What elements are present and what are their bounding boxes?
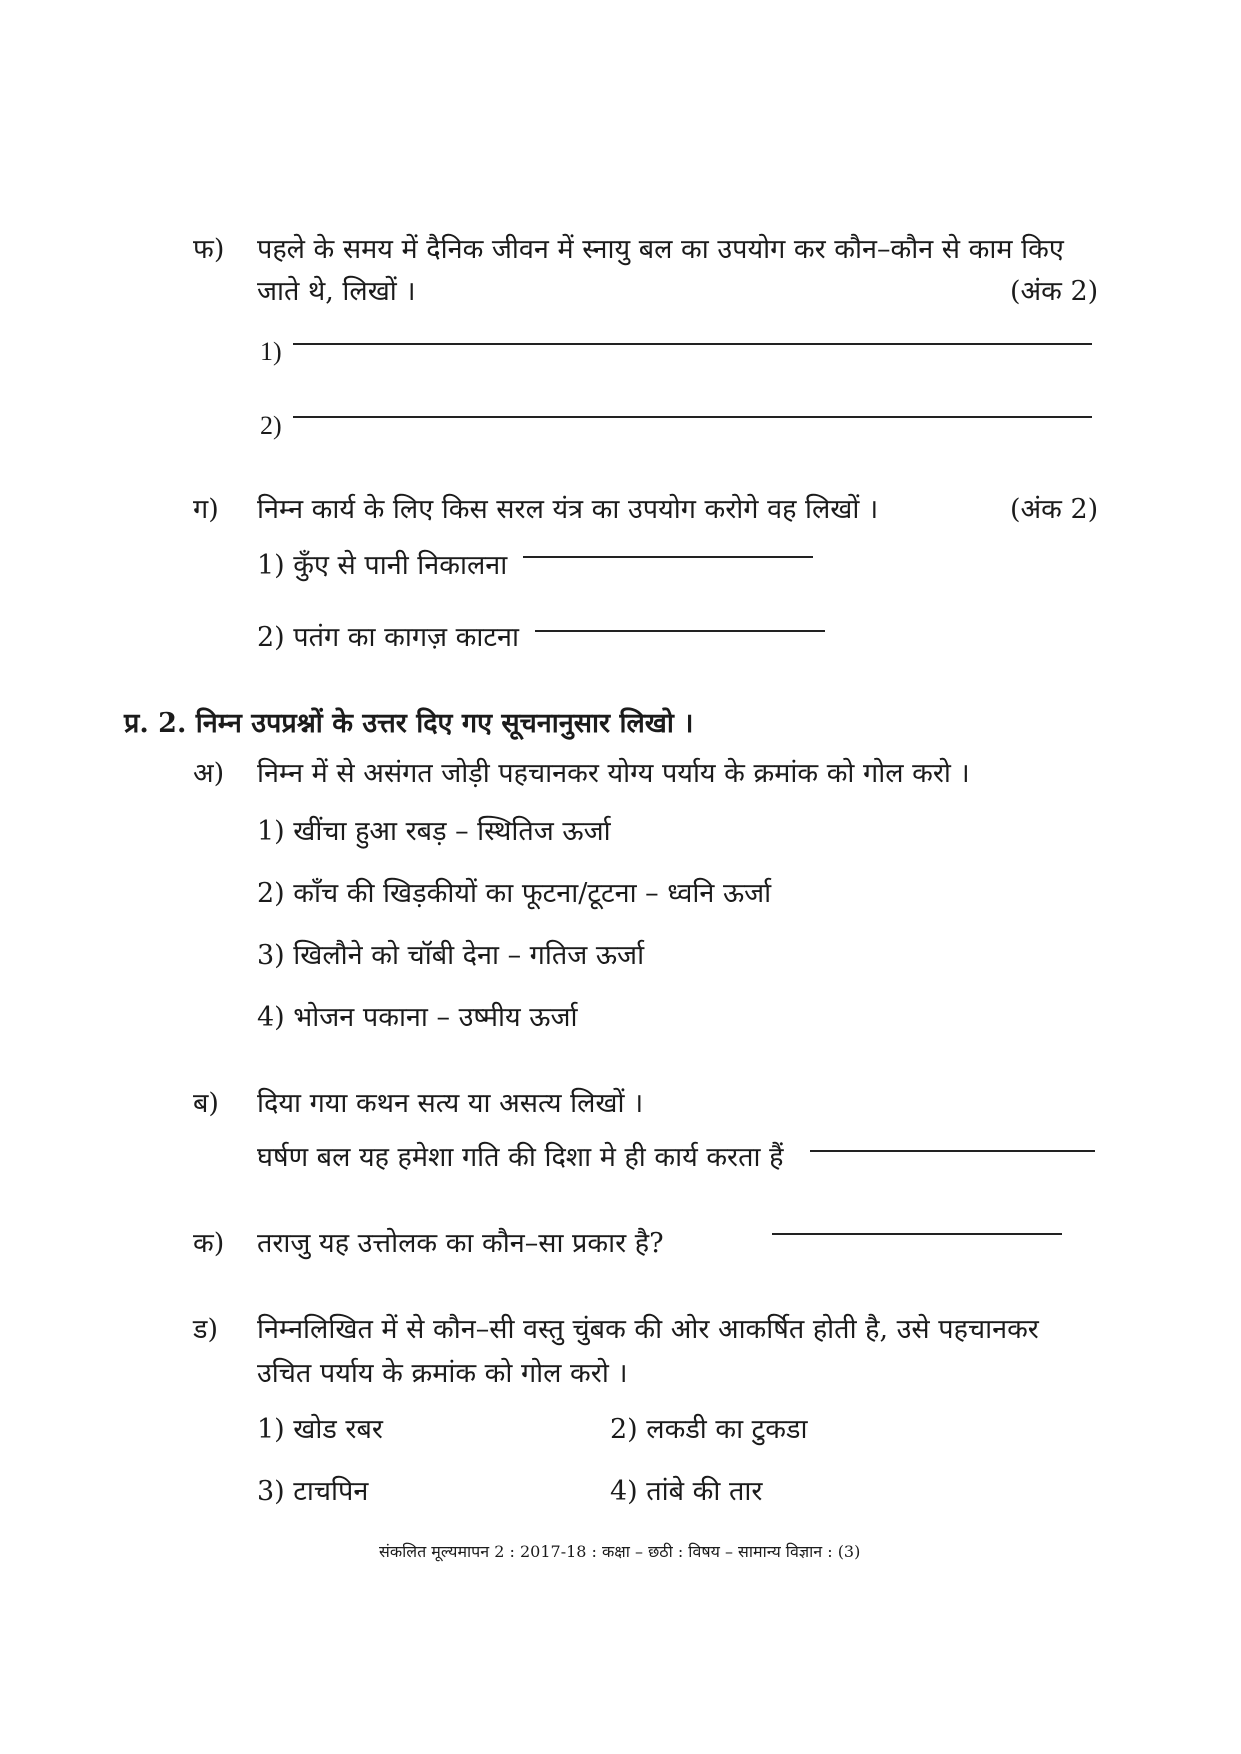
question-d-line1: निम्नलिखित में से कौन–सी वस्तु चुंबक की ओर आकर्षित होती है, उसे पहचानकर xyxy=(257,1314,1039,1345)
answer-f1-blank[interactable] xyxy=(293,343,1092,345)
question-d-line2: उचित पर्याय के क्रमांक को गोल करो । xyxy=(257,1358,628,1389)
question-b-statement: घर्षण बल यह हमेशा गति की दिशा मे ही कार्य करता हैं xyxy=(257,1142,784,1173)
answer-f2-number: 2) xyxy=(260,411,282,440)
question-d-option-4[interactable]: 4) तांबे की तार xyxy=(610,1476,763,1507)
question-a-option-1[interactable]: 1) खींचा हुआ रबड़ – स्थितिज ऊर्जा xyxy=(257,816,611,847)
question-f-marks: (अंक 2) xyxy=(1010,276,1099,307)
question-2-heading: प्र. 2. निम्न उपप्रश्नों के उत्तर दिए गए सूचनानुसार लिखो । xyxy=(124,708,694,739)
question-k-marker: क) xyxy=(193,1228,225,1259)
question-a-option-4[interactable]: 4) भोजन पकाना – उष्मीय ऊर्जा xyxy=(257,1002,578,1033)
question-f-line2: जाते थे, लिखों । xyxy=(257,276,416,307)
question-d-option-3[interactable]: 3) टाचपिन xyxy=(257,1476,369,1507)
answer-f2-blank[interactable] xyxy=(293,416,1092,418)
page-footer: संकलित मूल्यमापन 2 : 2017-18 : कक्षा – छठी : विषय – सामान्य विज्ञान : (3) xyxy=(379,1542,861,1561)
question-g-marker: ग) xyxy=(193,494,219,525)
question-d-marker: ड) xyxy=(193,1314,218,1345)
question-a-option-3[interactable]: 3) खिलौने को चॉबी देना – गतिज ऊर्जा xyxy=(257,940,645,971)
question-g-item1: 1) कुँए से पानी निकालना xyxy=(257,550,508,581)
question-a-option-2[interactable]: 2) काँच की खिड़कीयों का फूटना/टूटना – ध्वनि ऊर्जा xyxy=(257,878,772,909)
question-a-text: निम्न में से असंगत जोड़ी पहचानकर योग्य पर्याय के क्रमांक को गोल करो । xyxy=(257,758,970,789)
question-g-item2: 2) पतंग का कागज़ काटना xyxy=(257,622,519,653)
question-g-item2-blank[interactable] xyxy=(535,630,825,632)
question-f-line1: पहले के समय में दैनिक जीवन में स्नायु बल का उपयोग कर कौन–कौन से काम किए xyxy=(257,234,1064,265)
question-b-answer-blank[interactable] xyxy=(810,1150,1095,1152)
question-k-text: तराजु यह उत्तोलक का कौन–सा प्रकार है? xyxy=(257,1228,664,1259)
question-a-marker: अ) xyxy=(193,758,225,789)
question-d-option-2[interactable]: 2) लकडी का टुकडा xyxy=(610,1414,808,1445)
question-k-answer-blank[interactable] xyxy=(772,1233,1062,1235)
question-b-text: दिया गया कथन सत्य या असत्य लिखों । xyxy=(257,1088,644,1119)
question-d-option-1[interactable]: 1) खोड रबर xyxy=(257,1414,383,1445)
question-g-item1-blank[interactable] xyxy=(523,556,813,558)
question-g-text: निम्न कार्य के लिए किस सरल यंत्र का उपयोग करोगे वह लिखों । xyxy=(257,494,879,525)
question-b-marker: ब) xyxy=(193,1088,219,1119)
answer-f1-number: 1) xyxy=(260,337,282,366)
question-f-marker: फ) xyxy=(193,234,225,265)
question-g-marks: (अंक 2) xyxy=(1010,494,1099,525)
